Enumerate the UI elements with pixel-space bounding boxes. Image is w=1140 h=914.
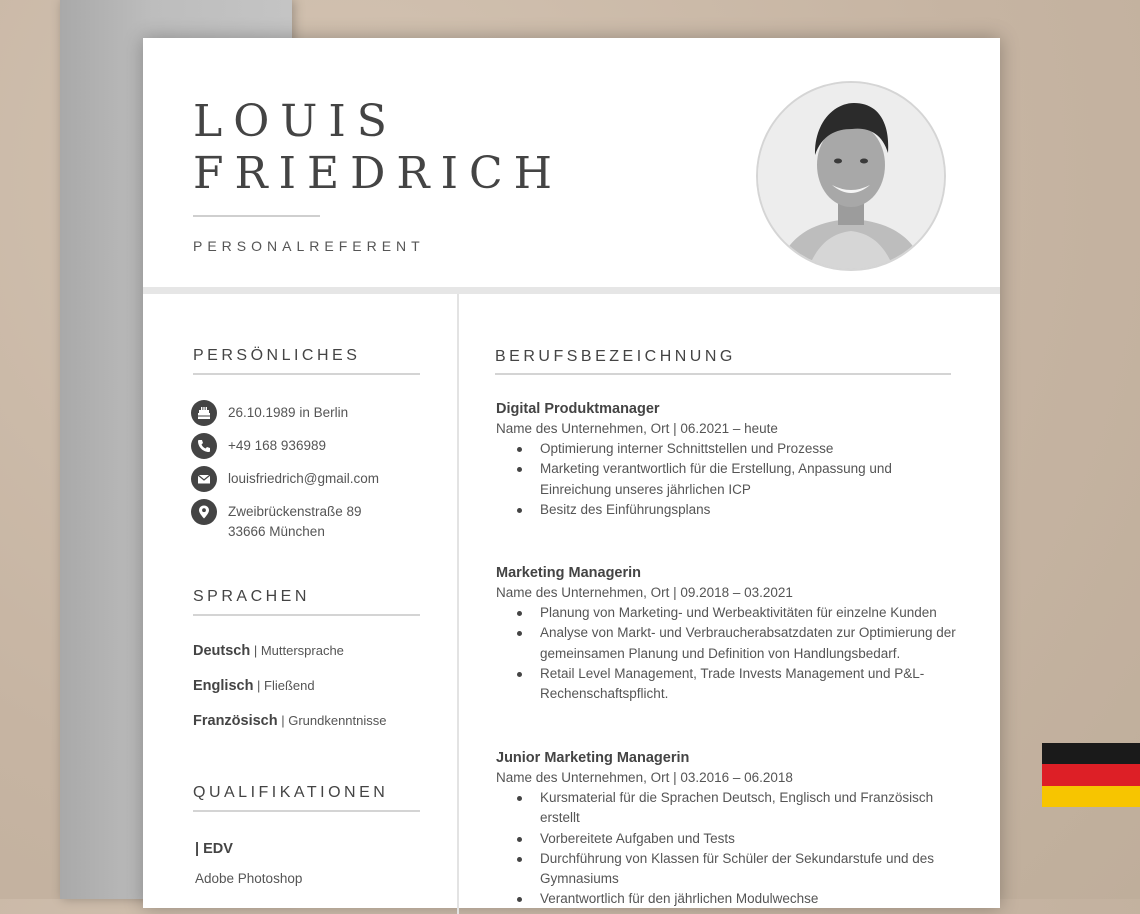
experience-rule: [495, 373, 951, 375]
job-entry-meta: Name des Unternehmen, Ort | 09.2018 – 03.2021: [496, 585, 793, 600]
job-entry-meta: Name des Unternehmen, Ort | 03.2016 – 06.2018: [496, 770, 793, 785]
qualifications-heading: QUALIFIKATIONEN: [193, 784, 389, 801]
job-entry-bullets: [496, 788, 966, 910]
qualification-group-title: | EDV: [195, 841, 233, 857]
column-divider: [457, 294, 459, 914]
job-bullet: Vorbereitete Aufgaben und Tests: [540, 829, 966, 849]
language-level: | Fließend: [253, 678, 315, 693]
job-entry-meta: Name des Unternehmen, Ort | 06.2021 – heute: [496, 421, 778, 436]
portrait-icon: [758, 83, 944, 269]
job-entry-title: Junior Marketing Managerin: [496, 750, 690, 766]
profile-photo: [756, 81, 946, 271]
languages-heading: SPRACHEN: [193, 588, 310, 605]
phone-icon: [191, 433, 217, 459]
job-entry: [496, 748, 966, 910]
job-entry-title: Marketing Managerin: [496, 565, 642, 581]
language-item: [193, 713, 387, 729]
candidate-name: [193, 96, 563, 200]
job-bullet: Kursmaterial für die Sprachen Deutsch, Englisch und Französisch erstellt: [540, 788, 966, 829]
language-level: | Muttersprache: [250, 643, 344, 658]
language-name: Französisch: [193, 713, 278, 729]
job-bullet: Analyse von Markt- und Verbraucherabsatzdaten zur Optimierung der gemeinsamen Planung und Definition von Handlungsbedarf.: [540, 623, 966, 664]
job-bullet: Retail Level Management, Trade Invests Management und P&L-Rechenschaftspflicht.: [540, 664, 966, 705]
flag-stripe-gold: [1042, 786, 1140, 807]
job-bullet: Marketing verantwortlich für die Erstellung, Anpassung und Einreichung unseres jährlichen ICP: [540, 459, 966, 500]
job-entry-bullets: [496, 603, 966, 704]
qualifications-rule: [193, 810, 420, 812]
job-bullet: Besitz des Einführungsplans: [540, 500, 966, 520]
job-bullet: Planung von Marketing- und Werbeaktivitäten für einzelne Kunden: [540, 603, 966, 623]
flag-stripe-red: [1042, 764, 1140, 785]
mail-icon: [191, 466, 217, 492]
email-text[interactable]: louisfriedrich@gmail.com: [228, 471, 379, 486]
job-bullet: Optimierung interner Schnittstellen und Prozesse: [540, 439, 966, 459]
qualification-item: Adobe Photoshop: [195, 871, 303, 886]
language-level: | Grundkenntnisse: [277, 713, 387, 728]
job-entry: [496, 399, 966, 520]
first-name: LOUIS: [193, 96, 398, 147]
personal-rule: [193, 373, 420, 375]
job-entry-bullets: [496, 439, 966, 520]
language-item: [193, 643, 344, 659]
phone-text[interactable]: +49 168 936989: [228, 438, 326, 453]
job-bullet: Durchführung von Klassen für Schüler der Sekundarstufe und des Gymnasiums: [540, 849, 966, 890]
job-bullet: Verantwortlich für den jährlichen Modulwechse: [540, 889, 966, 909]
birth-text: 26.10.1989 in Berlin: [228, 405, 349, 420]
germany-flag: [1042, 743, 1140, 807]
address-line-2: 33666 München: [228, 524, 325, 539]
resume-page: [143, 38, 1000, 908]
language-name: Deutsch: [193, 643, 251, 659]
header-divider: [143, 287, 1000, 294]
last-name: FRIEDRICH: [193, 148, 563, 199]
experience-heading: BERUFSBEZEICHNUNG: [495, 348, 736, 365]
language-name: Englisch: [193, 678, 254, 694]
phone-row: [191, 433, 326, 459]
address-line-1: Zweibrückenstraße 89: [228, 504, 362, 519]
job-entry: [496, 563, 966, 704]
address-row: [191, 499, 362, 542]
birth-row: [191, 400, 348, 426]
languages-rule: [193, 614, 420, 616]
email-row: [191, 466, 379, 492]
flag-stripe-black: [1042, 743, 1140, 764]
language-item: [193, 678, 315, 694]
job-entry-title: Digital Produktmanager: [496, 401, 660, 417]
personal-heading: PERSÖNLICHES: [193, 347, 361, 364]
cake-icon: [191, 400, 217, 426]
address-text: [228, 499, 362, 542]
name-divider: [193, 215, 320, 217]
job-title: PERSONALREFERENT: [193, 238, 425, 254]
location-pin-icon: [191, 499, 217, 525]
